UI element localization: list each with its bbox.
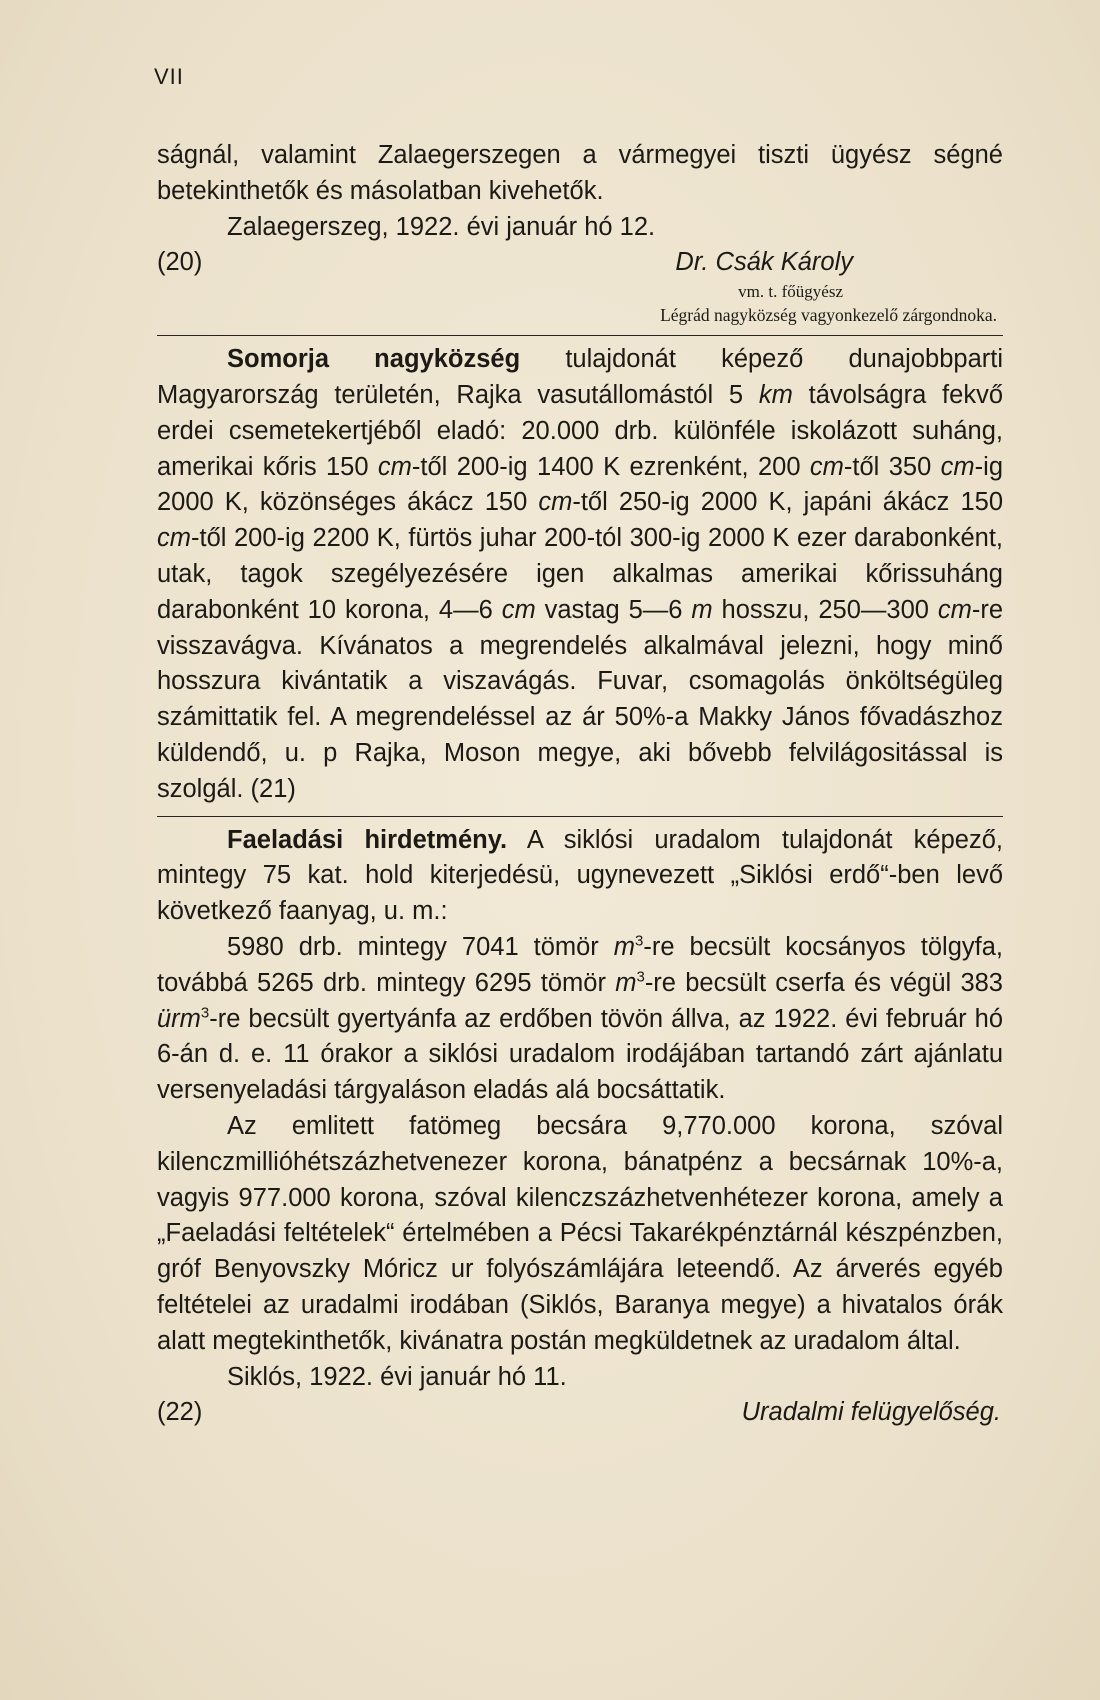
unit-cm: cm xyxy=(940,452,975,481)
notice-22-intro xyxy=(157,823,1003,930)
unit-cm: cm xyxy=(937,595,972,624)
notice-22-place-date: Siklós, 1922. évi január hó 11. xyxy=(227,1362,567,1391)
notice-22 xyxy=(157,823,1003,1432)
page-number: VII xyxy=(154,64,184,89)
unit-cm: cm xyxy=(809,452,844,481)
notice-20-place-date: Zalaegerszeg, 1922. évi január hó 12. xyxy=(227,212,656,241)
notice-21-text: -től 200-ig 2200 K, fürtös juhar 200-tól 300-ig 2000 K ezer darabonként, utak, tagok szegélyezésére igen alkalmas amerikai kőrissuháng darabonként 10 korona, 4—6 xyxy=(157,524,1003,624)
notice-21-text: vastag 5—6 xyxy=(535,595,692,624)
notice-20-paragraph: ságnál, valamint Zalaegerszegen a vármegyei tiszti ügyész ségné betekinthetők és másolatban kivehetők. xyxy=(157,141,1003,205)
notice-22-text: -re becsült cserfa és végül 383 xyxy=(644,968,1003,997)
unit-m3: m xyxy=(615,968,637,997)
notice-21-text: -ig 2000 K, közönséges ákácz 150 xyxy=(157,452,1004,517)
notice-20-ref: (20) xyxy=(157,248,203,277)
notice-21-text: -től 200-ig 1400 K ezrenként, 200 xyxy=(411,452,810,481)
notice-21-text: -re visszavágva. Kívánatos a megrendelés alkalmával jelezni, hogy minő hosszura kivántatik a viszavágás. Fuvar, csomagolás önköltségüleg számittatik fel. A megrendeléssel az ár 50%-a Makky János fővadászhoz küldendő, u. p Rajka, Moson megye, aki bővebb felvilágositással is szolgál. (21) xyxy=(157,595,1004,803)
notice-22-text: -re becsült gyertyánfa az erdőben tövön állva, az 1922. évi február hó 6-án d. e. 11 órakor a siklósi uradalom irodájában tartandó zárt ajánlatu versenyeladási tárgyaláson eladás alá bocsáttatik. xyxy=(157,1004,1003,1105)
unit-cm: cm xyxy=(157,524,191,553)
notice-21-text: tulajdonát képező dunajobbparti Magyarország területén, Rajka vasutállomástól 5 xyxy=(157,345,1003,409)
notice-22-paragraph-2 xyxy=(157,930,1003,1109)
notice-22-text: 5980 drb. mintegy 7041 tömör xyxy=(227,932,614,961)
notice-21-text: távolságra fekvő erdei csemetekertjéből eladó: 20.000 drb. különféle iskolázott suháng, amerikai kőris 150 xyxy=(157,380,1003,481)
page-content xyxy=(157,138,1003,1431)
notice-21-lead: Somorja nagyközség xyxy=(227,345,521,374)
notice-22-paragraph-3: Az emlitett fatömeg becsára 9,770.000 korona, szóval kilenczmillióhétszázhetvenezer korona, bánatpénz a becsárnak 10%-a, vagyis 977.000 korona, szóval kilenczszázhetvenhétezer korona, amely a „Faeladási feltételek“ értelmében a Pécsi Takarékpénztárnál készpénzben, gróf Benyovszky Móricz ur folyószámlájára leteendő. Az árverés egyéb feltételei az uradalmi irodában (Siklós, Baranya megye) a hivatalos órák alatt megtekinthetők, kivánatra postán megküldetnek az uradalom által. xyxy=(157,1111,1003,1355)
notice-20 xyxy=(157,138,1003,327)
unit-cm: cm xyxy=(501,595,536,624)
section-divider-1 xyxy=(157,335,1003,336)
notice-20-signer-role: Légrád nagyközség vagyonkezelő zárgondnoka. xyxy=(660,305,997,326)
superscript: 3 xyxy=(200,1004,210,1022)
notice-20-signer: Dr. Csák Károly xyxy=(675,248,853,277)
notice-21-text: -től 350 xyxy=(843,452,941,481)
notice-22-signature-row xyxy=(157,1395,1003,1431)
notice-22-lead: Faeladási hirdetmény. xyxy=(227,825,508,854)
notice-21-text: -től 250-ig 2000 K, japáni ákácz 150 xyxy=(572,488,1004,517)
notice-21-text: hosszu, 250—300 xyxy=(712,595,938,624)
notice-22-text: -re becsült kocsányos tölgyfa, továbbá 5265 drb. mintegy 6295 tömör xyxy=(157,932,1003,997)
unit-urm: ürm xyxy=(157,1004,201,1033)
unit-km: km xyxy=(758,380,793,409)
notice-20-signer-title: vm. t. főügyész xyxy=(738,282,843,302)
notice-22-text: A siklósi uradalom tulajdonát képező, mintegy 75 kat. hold kiterjedésü, ugynevezett „Siklósi erdő“-ben levő következő faanyag, u. m.: xyxy=(157,825,1003,926)
notice-22-signer: Uradalmi felügyelőség. xyxy=(741,1398,1001,1427)
superscript: 3 xyxy=(636,968,645,986)
unit-cm: cm xyxy=(377,452,412,481)
superscript: 3 xyxy=(635,932,644,950)
notice-20-signature-row xyxy=(157,245,1003,281)
unit-cm: cm xyxy=(538,488,573,517)
unit-m: m xyxy=(691,595,713,624)
section-divider-2 xyxy=(157,816,1003,817)
unit-m3: m xyxy=(613,932,636,961)
notice-22-ref: (22) xyxy=(157,1398,203,1427)
notice-21 xyxy=(157,342,1003,807)
